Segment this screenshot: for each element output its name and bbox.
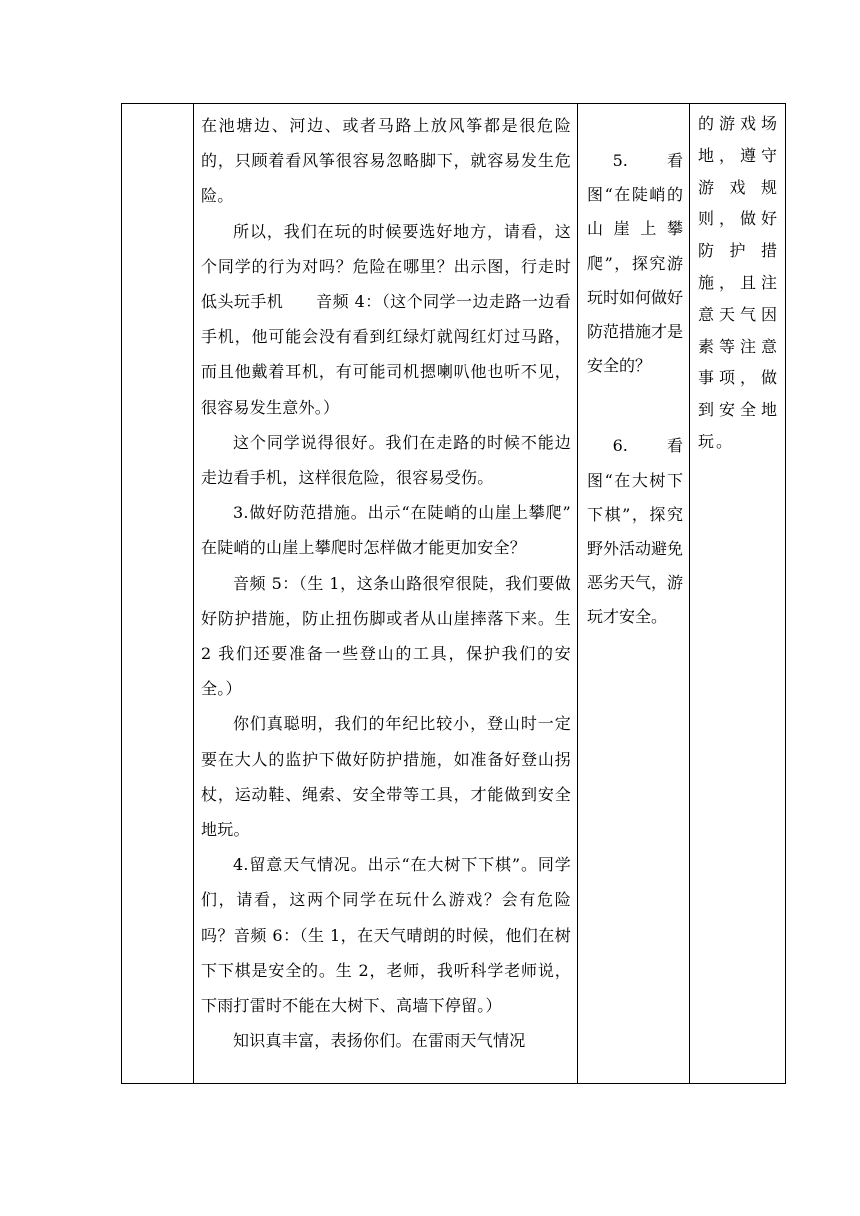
process-paragraph-8: 知识真丰富，表扬你们。在雷雨天气情况 bbox=[233, 1031, 526, 1051]
process-paragraph-3: 这个同学说得很好。我们在走路的时候不能边走边看手机，这样很危险，很容易受伤。 bbox=[201, 432, 571, 488]
activity-item-6: 6. 看图“在大树下下棋”，探究野外活动避免恶劣天气，游玩才安全。 bbox=[587, 436, 684, 627]
table-row bbox=[122, 104, 786, 1084]
design-intent-text: 的游戏场地，遵守游戏规则，做好防护措施，且注意天气因素等注意事项，做到安全地玩。 bbox=[698, 114, 779, 451]
process-paragraph-6: 你们真聪明，我们的年纪比较小，登山时一定要在大人的监护下做好防护措施，如准备好登山拐杖，运动鞋、绳索、安全带等工具，才能做到安全地玩。 bbox=[201, 714, 571, 840]
activity-item-5: 5. 看图“在陡峭的山崖上攀爬”，探究游玩时如何做好防范措施才是安全的？ bbox=[587, 151, 684, 376]
stage-cell bbox=[122, 104, 194, 1084]
design-intent-cell bbox=[690, 104, 786, 1084]
process-paragraph-7: 4.留意天气情况。出示“在大树下下棋”。同学们，请看，这两个同学在玩什么游戏？会有危险吗？音频 6：（生 1，在天气晴朗的时候，他们在树下下棋是安全的。生 2，老师，我听科学老师说，下雨打雷时不能在大树下、高墙下停留。） bbox=[201, 855, 571, 1016]
student-activity-cell bbox=[578, 104, 690, 1084]
lesson-plan-table bbox=[121, 103, 786, 1084]
process-paragraph-5: 音频 5：（生 1，这条山路很窄很陡，我们要做好防护措施，防止扭伤脚或者从山崖摔落下来。生 2 我们还要准备一些登山的工具，保护我们的安全。） bbox=[201, 573, 571, 699]
teaching-process-cell bbox=[194, 104, 578, 1084]
process-paragraph-2: 所以，我们在玩的时候要选好地方，请看，这个同学的行为对吗？危险在哪里？出示图，行走时低头玩手机 音频 4：（这个同学一边走路一边看手机，他可能会没有看到红绿灯就闯红灯过马路，而且他戴着耳机，有可能司机摁喇叭他也听不见，很容易发生意外。） bbox=[201, 221, 571, 417]
process-paragraph-1: 在池塘边、河边、或者马路上放风筝都是很危险的，只顾着看风筝很容易忽略脚下，就容易发生危险。 bbox=[201, 116, 571, 206]
process-paragraph-4: 3.做好防范措施。出示“在陡峭的山崖上攀爬” 在陡峭的山崖上攀爬时怎样做才能更加安全？ bbox=[201, 503, 571, 558]
